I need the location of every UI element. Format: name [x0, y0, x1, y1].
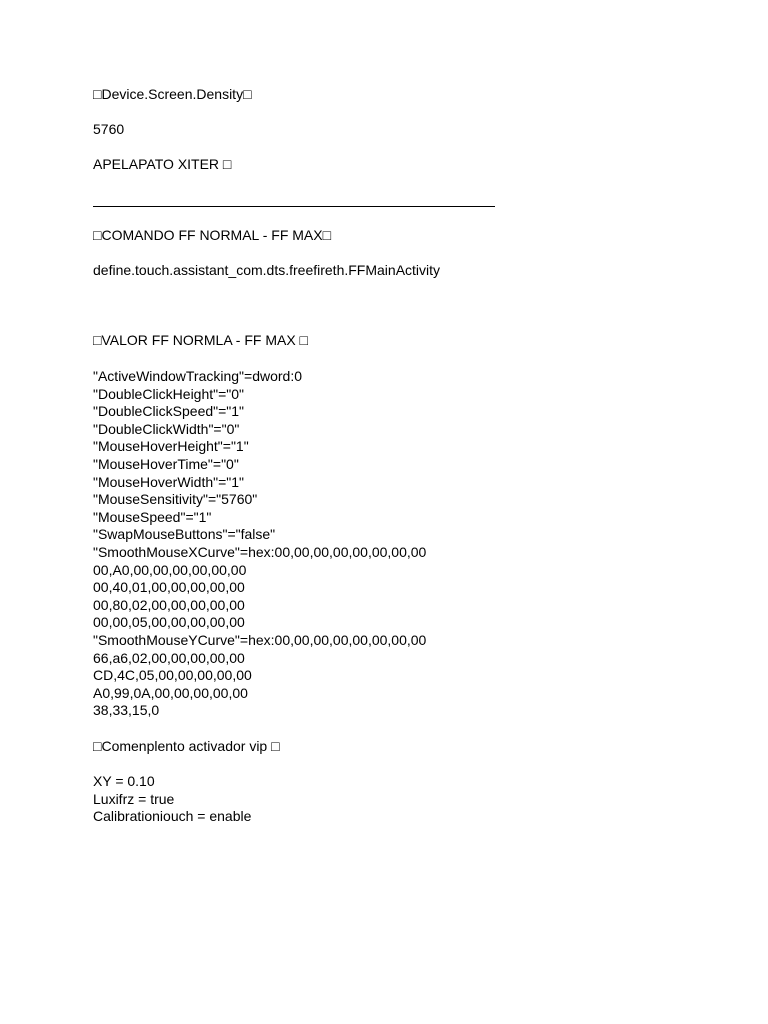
- vip-heading: □Comenplento activador vip □: [93, 738, 280, 754]
- vip-value-line: Calibrationiouch = enable: [93, 808, 252, 825]
- registry-value-line: "SwapMouseButtons"="false": [93, 526, 276, 543]
- registry-value-line: "DoubleClickSpeed"="1": [93, 403, 245, 420]
- registry-value-line: "ActiveWindowTracking"=dword:0: [93, 368, 303, 384]
- values-heading: □VALOR FF NORMLA - FF MAX □: [93, 332, 309, 348]
- registry-value-line: "MouseSpeed"="1": [93, 508, 212, 525]
- registry-value-line: "MouseHoverTime"="0": [93, 455, 239, 472]
- vip-value-line: XY = 0.10: [93, 773, 155, 789]
- vip-values-list: [93, 773, 251, 826]
- registry-value-line: "MouseSensitivity"="5760": [93, 491, 258, 508]
- registry-value-line: "MouseHoverHeight"="1": [93, 438, 249, 455]
- registry-value-line: 00,80,02,00,00,00,00,00: [93, 596, 245, 613]
- registry-value-line: "MouseHoverWidth"="1": [93, 473, 244, 490]
- author-line: APELAPATO XITER □: [93, 156, 232, 172]
- registry-value-line: 00,00,05,00,00,00,00,00: [93, 614, 245, 631]
- registry-value-line: "DoubleClickHeight"="0": [93, 385, 245, 402]
- registry-value-line: 38,33,15,0: [93, 702, 160, 719]
- horizontal-divider: [93, 206, 495, 207]
- registry-value-line: "DoubleClickWidth"="0": [93, 420, 240, 437]
- registry-value-line: "SmoothMouseYCurve"=hex:00,00,00,00,00,00,00,00: [93, 631, 427, 648]
- command-heading: □COMANDO FF NORMAL - FF MAX□: [93, 227, 332, 243]
- vip-value-line: Luxifrz = true: [93, 790, 175, 807]
- registry-value-line: CD,4C,05,00,00,00,00,00: [93, 667, 252, 684]
- density-value: 5760: [93, 121, 125, 137]
- registry-value-line: 66,a6,02,00,00,00,00,00: [93, 649, 245, 666]
- registry-value-line: A0,99,0A,00,00,00,00,00: [93, 684, 248, 701]
- registry-value-line: 00,A0,00,00,00,00,00,00: [93, 561, 247, 578]
- command-value: define.touch.assistant_com.dts.freefireth.FFMainActivity: [93, 262, 441, 278]
- registry-value-line: "SmoothMouseXCurve"=hex:00,00,00,00,00,00,00,00: [93, 543, 427, 560]
- registry-value-line: 00,40,01,00,00,00,00,00: [93, 579, 245, 596]
- registry-values-list: [93, 368, 426, 720]
- density-heading: □Device.Screen.Density□: [93, 86, 252, 102]
